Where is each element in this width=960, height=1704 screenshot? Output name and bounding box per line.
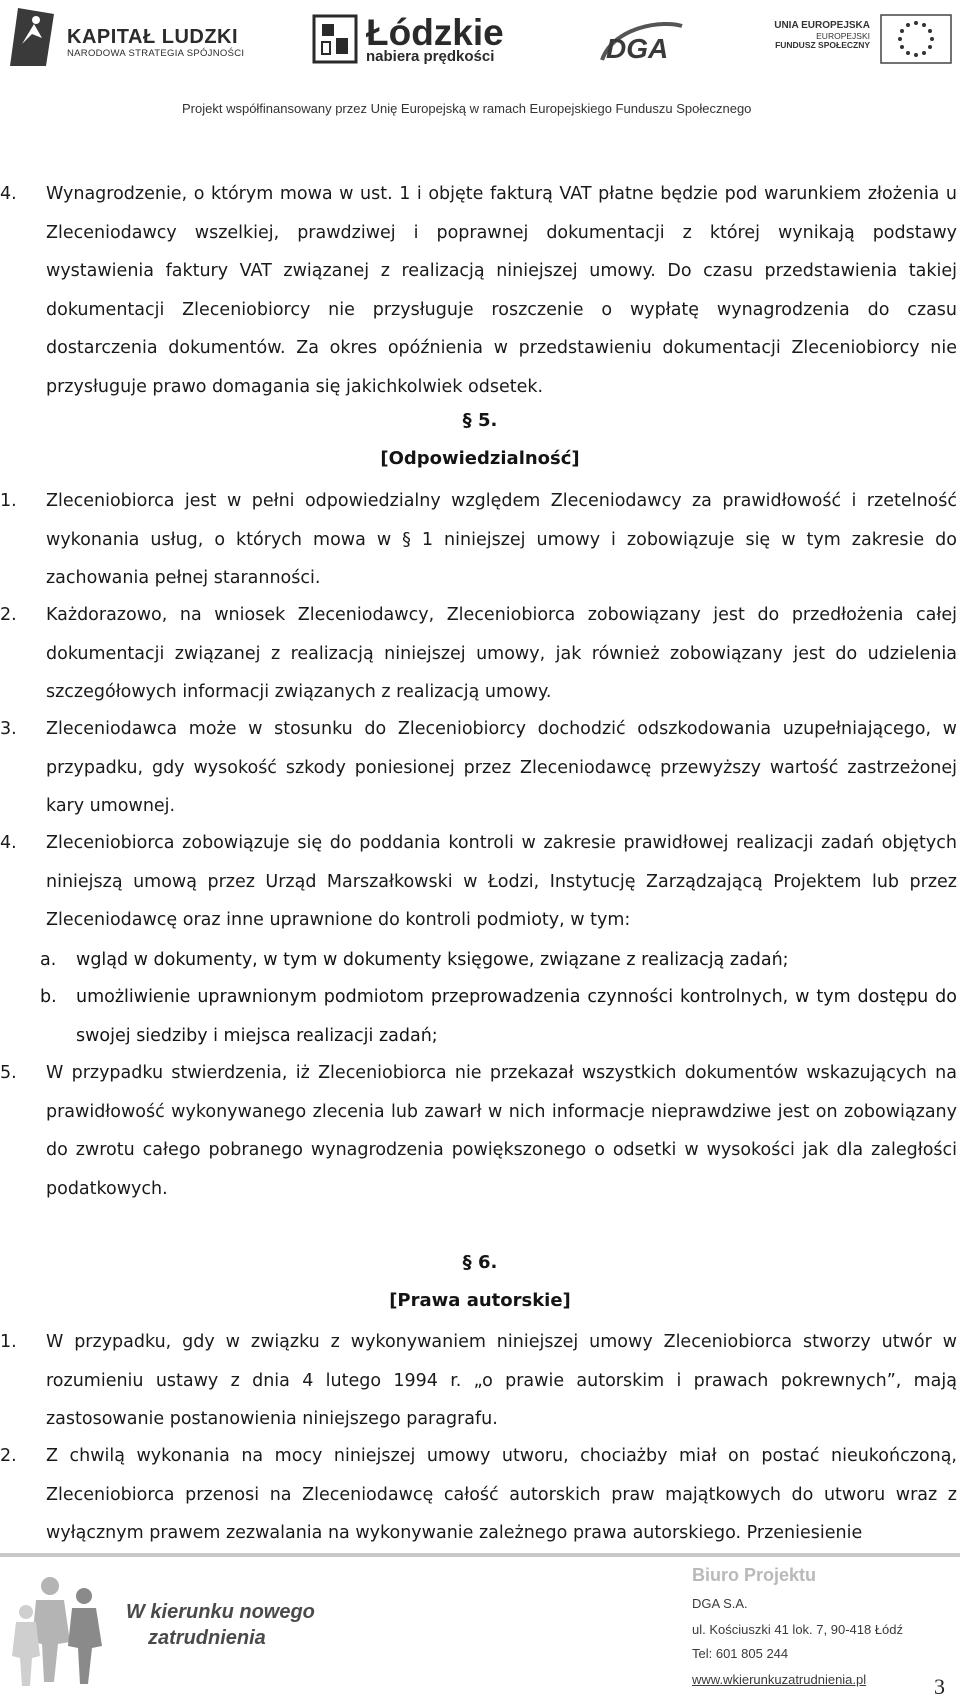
s5-sub-b-text: umożliwienie uprawnionym podmiotom przeprowadzenia czynności kontrolnych, w tym dostępu do swojej siedziby i miejsca realizacji zadań; xyxy=(76,987,957,1046)
s5-sub-a-letter: a. xyxy=(40,950,57,970)
s5-item-2-number: 2. xyxy=(0,605,17,625)
s5-item-4-text: Zleceniobiorca zobowiązuje się do poddania kontroli w zakresie prawidłowej realizacji zadań objętych niniejszą umową przez Urząd Marszałkowski w Łodzi, Instytucję Zarządzającą Projektem lub przez Zleceniodawcę oraz inne uprawnione do kontroli podmioty, w tym: xyxy=(46,833,957,930)
section-6-title: § 6. xyxy=(462,1252,498,1273)
svg-text:DGA: DGA xyxy=(606,33,669,64)
section-6-subtitle: [Prawa autorskie] xyxy=(389,1290,571,1311)
dga-logo-icon xyxy=(594,20,686,66)
s6-item-1-text: W przypadku, gdy w związku z wykonywaniem niniejszej umowy Zleceniobiorca stworzy utwór w rozumieniu ustawy z dnia 4 lutego 1994 r. „o prawie autorskim i prawach pokrewnych”, mają zastosowanie postanowienia niniejszego paragrafu. xyxy=(46,1332,957,1429)
s5-item-5-number: 5. xyxy=(0,1063,17,1083)
kapital-ludzki-title: KAPITAŁ LUDZKI xyxy=(67,26,239,48)
eu-line-1: UNIA EUROPEJSKA xyxy=(774,20,870,31)
eu-line-2: EUROPEJSKI xyxy=(816,30,870,41)
footer-company: DGA S.A. xyxy=(692,1596,748,1611)
s6-item-2-text: Z chwilą wykonania na mocy niniejszej umowy utworu, chociażby miał on postać nieukończoną, Zleceniobiorca przenosi na Zleceniodawcę całość autorskich praw majątkowych do utworu wraz z wyłącznym prawem zezwalania na wykonywanie zależnego prawa autorskiego. Przeniesienie xyxy=(46,1446,957,1543)
kapital-ludzki-logo-icon xyxy=(4,4,62,70)
eu-line-3: FUNDUSZ SPOŁECZNY xyxy=(775,40,870,51)
s5-item-2-text: Każdorazowo, na wniosek Zleceniodawcy, Zleceniobiorca zobowiązany jest do przedłożenia całej dokumentacji związanej z realizacją niniejszej umowy, jak również zobowiązany jest do udzielenia szczegółowych informacji związanych z realizacją umowy. xyxy=(46,605,957,702)
cofinancing-note: Projekt współfinansowany przez Unię Europejską w ramach Europejskiego Funduszu Społecznego xyxy=(182,101,752,116)
s5-item-4-number: 4. xyxy=(0,833,17,853)
s5-item-1-number: 1. xyxy=(0,491,17,511)
people-figures-logo-icon xyxy=(10,1572,122,1696)
s5-sub-b-letter: b. xyxy=(40,987,57,1007)
s5-item-3-text: Zleceniodawca może w stosunku do Zleceniobiorcy dochodzić odszkodowania uzupełniającego, w przypadku, gdy wysokość szkody poniesionej przez Zleceniodawcę przewyższy wartość zastrzeżonej kary umownej. xyxy=(46,719,957,816)
eu-flag-icon xyxy=(880,14,952,64)
s5-sub-a-text: wgląd w dokumenty, w tym w dokumenty księgowe, związane z realizacją zadań; xyxy=(76,950,789,970)
page-number: 3 xyxy=(934,1674,945,1699)
footer-phone: Tel: 601 805 244 xyxy=(692,1646,789,1661)
footer-slogan-line-1: W kierunku nowego xyxy=(126,1601,315,1623)
paragraph-4-number: 4. xyxy=(0,184,17,204)
s5-item-5-text: W przypadku stwierdzenia, iż Zleceniobiorca nie przekazał wszystkich dokumentów wskazujących na prawidłowość wykonywanego zlecenia lub zawarł w nich informacje nieprawdziwe jest on zobowiązany do zwrotu całego pobranego wynagrodzenia powiększonego o odsetki w wysokości jak dla zaległości podatkowych. xyxy=(46,1063,957,1199)
page-header xyxy=(0,0,960,122)
paragraph-4-text: Wynagrodzenie, o którym mowa w ust. 1 i objęte fakturą VAT płatne będzie pod warunkiem złożenia u Zleceniodawcy wszelkiej, prawdziwej i poprawnej dokumentacji z której wynikają podstawy wystawienia faktury VAT związanej z realizacją niniejszej umowy. Do czasu przedstawienia takiej dokumentacji Zleceniobiorcy nie przysługuje roszczenie o wypłatę wynagrodzenia do czasu dostarczenia dokumentów. Za okres opóźnienia w przedstawieniu dokumentacji Zleceniobiorcy nie przysługuje prawo domagania się jakichkolwiek odsetek. xyxy=(46,184,957,397)
s5-item-3-number: 3. xyxy=(0,719,17,739)
footer-slogan-line-2: zatrudnienia xyxy=(148,1627,266,1649)
lodzkie-logo-icon xyxy=(312,14,358,64)
section-5-title: § 5. xyxy=(462,410,498,431)
s5-item-1-text: Zleceniobiorca jest w pełni odpowiedzialny względem Zleceniodawcy za prawidłowość i rzetelność wykonania usług, o których mowa w § 1 niniejszej umowy i zobowiązuje się w tym zakresie do zachowania pełnej staranności. xyxy=(46,491,957,588)
lodzkie-title: Łódzkie xyxy=(366,12,504,53)
footer-website-link[interactable]: www.wkierunkuzatrudnienia.pl xyxy=(692,1672,867,1687)
footer-office-title: Biuro Projektu xyxy=(692,1565,817,1585)
eu-text-block xyxy=(740,20,870,51)
kapital-ludzki-subtitle: NARODOWA STRATEGIA SPÓJNOŚCI xyxy=(67,48,245,59)
s6-item-1-number: 1. xyxy=(0,1332,17,1352)
s6-item-2-number: 2. xyxy=(0,1446,17,1466)
section-5-subtitle: [Odpowiedzialność] xyxy=(380,448,580,469)
footer-address: ul. Kościuszki 41 lok. 7, 90-418 Łódź xyxy=(692,1622,904,1637)
lodzkie-subtitle: nabiera prędkości xyxy=(366,48,495,65)
footer-divider xyxy=(0,1553,960,1557)
